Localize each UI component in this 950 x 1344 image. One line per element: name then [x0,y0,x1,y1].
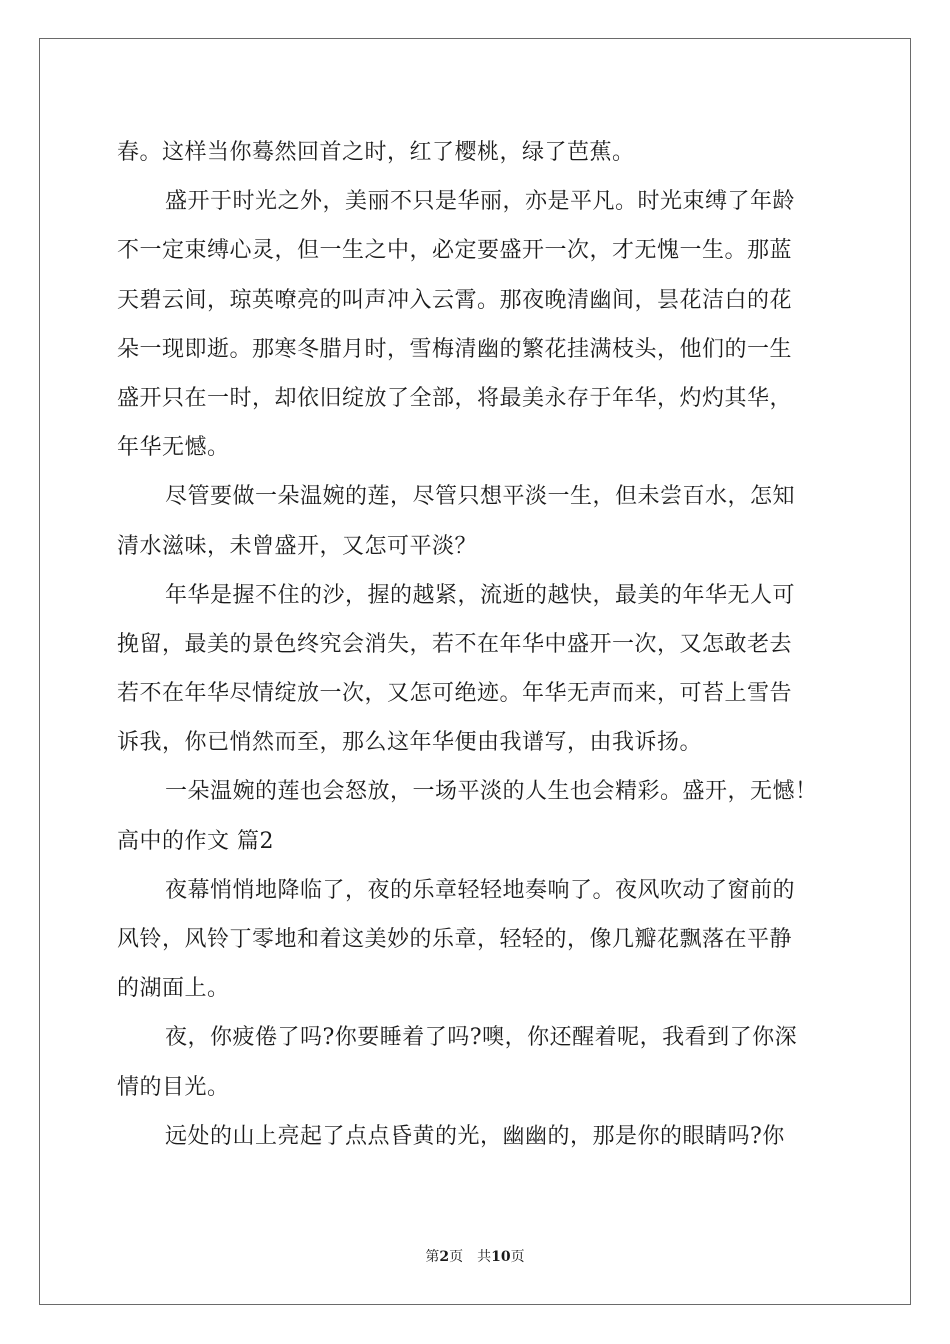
text-line: 情的目光。 [117,1074,230,1100]
text-line: 年华是握不住的沙，握的越紧，流逝的越快，最美的年华无人可 [165,582,796,608]
text-line: 清水滋味，未曾盛开，又怎可平淡？ [117,533,478,559]
text-line: 的湖面上。 [117,976,230,1002]
text-line: 盛开只在一时，却依旧绽放了全部，将最美永存于年华，灼灼其华， [117,385,793,411]
text-line: 诉我，你已悄然而至，那么这年华便由我谱写，由我诉扬。 [117,730,703,756]
text-line: 年华无憾。 [117,435,230,461]
text-line: 风铃，风铃丁零地和着这美妙的乐章，轻轻的，像几瓣花飘落在平静 [117,927,793,952]
text-line: 夜幕悄悄地降临了，夜的乐章轻轻地奏响了。夜风吹动了窗前的 [165,877,796,903]
page-footer [0,1246,950,1266]
text-line: 若不在年华尽情绽放一次，又怎可绝迹。年华无声而来，可苔上雪告 [117,681,793,707]
page-label-prefix: 第 [425,1249,440,1265]
document-body [117,128,837,1161]
text-line: 远处的山上亮起了点点昏黄的光，幽幽的，那是你的眼睛吗?你 [165,1123,785,1149]
page-label-suffix: 页 [510,1249,525,1265]
text-line: 夜，你疲倦了吗?你要睡着了吗?噢，你还醒着呢，我看到了你深 [165,1025,798,1051]
text-line: 天碧云间，琼英嘹亮的叫声冲入云霄。那夜晚清幽间，昙花洁白的花 [117,287,793,313]
text-line: 盛开于时光之外，美丽不只是华丽，亦是平凡。时光束缚了年龄 [165,189,796,215]
section-heading: 高中的作文 篇2 [117,828,274,854]
current-page-number: 2 [439,1249,450,1265]
text-line: 一朵温婉的莲也会怒放，一场平淡的人生也会精彩。盛开，无憾！ [165,779,818,805]
text-line: 挽留，最美的景色终究会消失，若不在年华中盛开一次，又怎敢老去 [117,631,793,657]
text-line: 春。这样当你蓦然回首之时，红了樱桃，绿了芭蕉。 [117,140,635,165]
page-label-mid: 页 共 [449,1249,492,1265]
total-page-number: 10 [491,1249,511,1265]
text-line: 不一定束缚心灵，但一生之中，必定要盛开一次，才无愧一生。那蓝 [117,238,793,264]
text-line: 尽管要做一朵温婉的莲，尽管只想平淡一生，但未尝百水，怎知 [165,484,796,510]
text-line: 朵一现即逝。那寒冬腊月时，雪梅清幽的繁花挂满枝头，他们的一生 [117,336,793,362]
